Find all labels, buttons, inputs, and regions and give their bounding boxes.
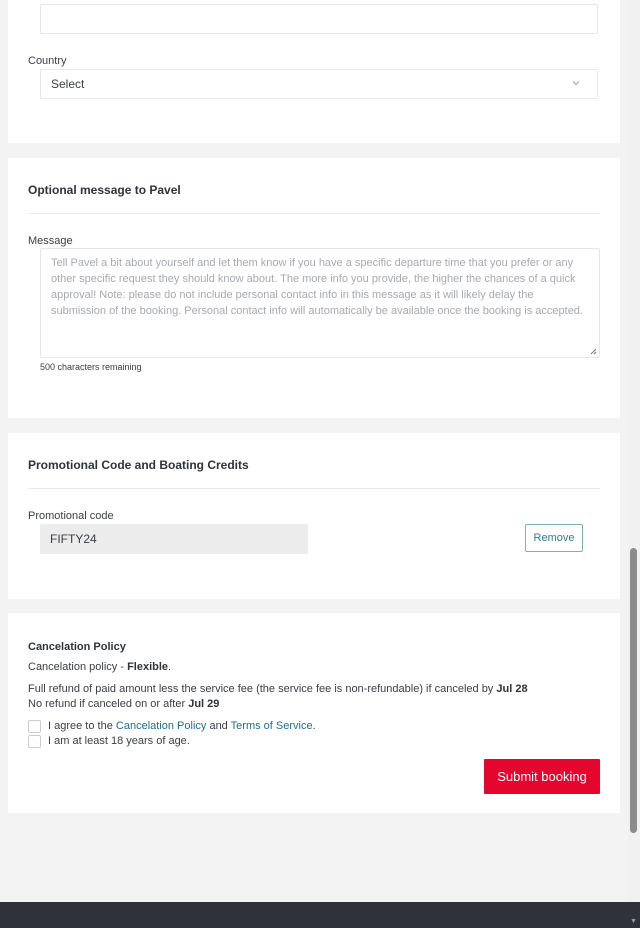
norefund-text: No refund if canceled on or after — [28, 698, 189, 710]
cancelation-card — [8, 613, 620, 813]
message-section-title: Optional message to Pavel — [28, 183, 181, 197]
cancelation-policy-link[interactable]: Cancelation Policy — [115, 720, 207, 732]
age-label: I am at least 18 years of age. — [48, 735, 190, 747]
characters-remaining: 500 characters remaining — [40, 362, 142, 372]
policy-prefix: Cancelation policy - — [28, 661, 128, 673]
message-placeholder: Tell Pavel a bit about yourself and let them know if you have a specific departure time that you prefer or any other specific request they should know about. The more info you provide, the higher the chances of a quick approval! Note: please do not include personal contact info in this message as it will likely delay the submission of the booking. Personal contact info will automatically be available once the booking is accepted. — [51, 257, 583, 317]
country-select[interactable] — [40, 69, 598, 99]
refund-date: Jul 28 — [496, 683, 528, 695]
policy-suffix: . — [168, 661, 172, 673]
chevron-down-icon — [571, 78, 581, 88]
message-label: Message — [28, 235, 73, 247]
address-card — [8, 0, 620, 143]
promo-code-value: FIFTY24 — [50, 532, 97, 546]
agree-policy-checkbox[interactable] — [28, 720, 41, 733]
promo-code-label: Promotional code — [28, 510, 114, 522]
promo-section-title: Promotional Code and Boating Credits — [28, 458, 249, 472]
norefund-date: Jul 29 — [188, 698, 220, 710]
promo-card — [8, 433, 620, 599]
zip-code-input[interactable] — [40, 4, 598, 34]
norefund-line — [28, 698, 219, 710]
cancelation-policy-line — [28, 661, 171, 673]
promo-code-input[interactable] — [40, 524, 308, 554]
agree-suffix: . — [312, 720, 316, 732]
agree-policy-label — [48, 720, 316, 732]
message-textarea[interactable] — [40, 248, 600, 358]
agree-and: and — [206, 720, 231, 732]
terms-of-service-link[interactable]: Terms of Service — [230, 720, 313, 732]
country-label: Country — [28, 55, 67, 67]
agree-prefix: I agree to the — [48, 720, 116, 732]
refund-line — [28, 683, 528, 695]
refund-text: Full refund of paid amount less the service fee (the service fee is non-refundable) if canceled by — [28, 683, 497, 695]
submit-booking-button[interactable]: Submit booking — [484, 759, 600, 794]
resize-handle-icon[interactable] — [590, 348, 597, 355]
promo-divider — [28, 488, 600, 489]
scroll-down-arrow-icon[interactable]: ▼ — [630, 918, 637, 925]
scrollbar-thumb[interactable] — [630, 548, 637, 833]
cancelation-section-title: Cancelation Policy — [28, 641, 126, 653]
message-divider — [28, 213, 600, 214]
policy-name: Flexible — [127, 661, 169, 673]
page-footer — [0, 902, 628, 928]
remove-promo-button[interactable]: Remove — [525, 524, 583, 552]
age-checkbox[interactable] — [28, 735, 41, 748]
message-card — [8, 158, 620, 418]
vertical-scrollbar[interactable] — [628, 0, 640, 928]
country-select-value: Select — [51, 77, 85, 91]
